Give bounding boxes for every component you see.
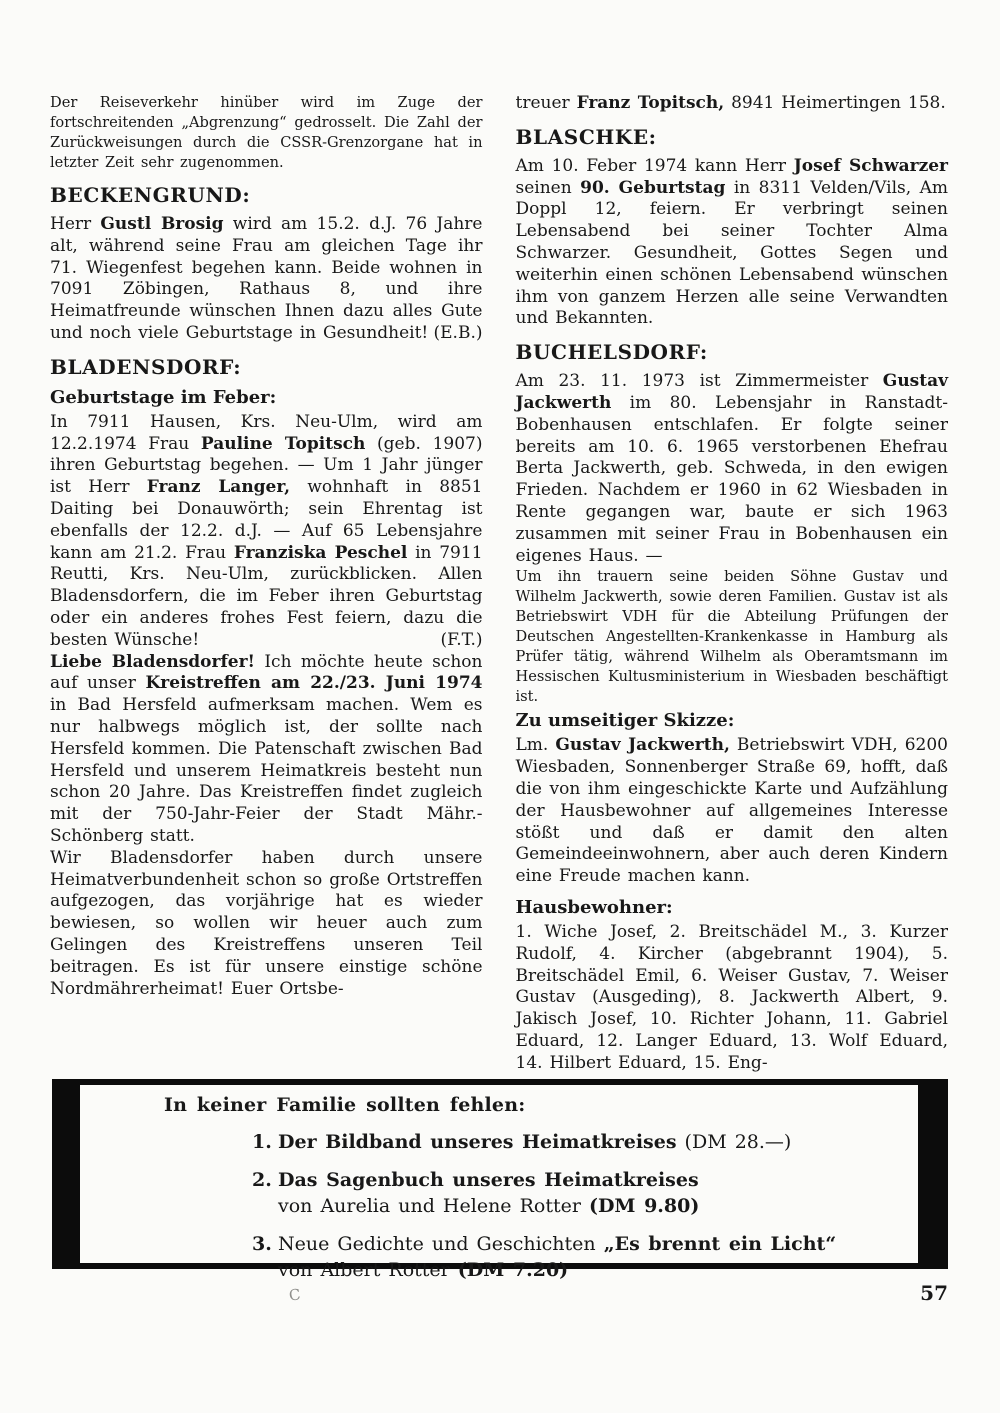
ad-item-1: [252, 1129, 904, 1155]
ad-item-3-number: 3.: [252, 1233, 272, 1255]
ad-title: In keiner Familie sollten fehlen:: [164, 1094, 526, 1116]
ad-item-list: [252, 1129, 904, 1283]
section-heading-blaschke: BLASCHKE:: [515, 124, 657, 149]
ad-item-3-line2: von Albert Rotter (DM 7.20): [278, 1259, 569, 1281]
text-columns: [50, 93, 948, 1075]
continuation-paragraph-right: treuer Franz Topitsch, 8941 Heimertingen 158.: [515, 93, 946, 113]
page-number: 57: [920, 1281, 948, 1305]
section-heading-bladensdorf: BLADENSDORF:: [50, 354, 242, 379]
left-column: [50, 93, 483, 1075]
ad-item-2-line2: von Aurelia und Helene Rotter (DM 9.80): [278, 1195, 700, 1217]
skizze-paragraph: Lm. Gustav Jackwerth, Betriebswirt VDH, 6200 Wiesbaden, Sonnenberger Straße 69, hofft, daß die von ihm eingeschickte Karte und Aufzählung der Hausbewohner auf allgemeines Interesse stößt und daß er damit den alten Gemeindeeinwohnern, aber auch deren Kindern eine Freude machen kann.: [515, 735, 948, 887]
hausbewohner-list: 1. Wiche Josef, 2. Breitschädel M., 3. Kurzer Rudolf, 4. Kircher (abgebrannt 1904), 5. Breitschädel Emil, 6. Weiser Gustav, 7. Weiser Gustav (Ausgeding), 8. Jackwerth Albert, 9. Jakisch Josef, 10. Richter Johann, 11. Gabriel Eduard, 12. Langer Eduard, 13. Wolf Eduard, 14. Hilbert Eduard, 15. Eng-: [515, 921, 948, 1073]
bladensdorf-paragraph: [50, 412, 483, 652]
bladensdorf-signature: (F.T.): [440, 629, 483, 650]
ad-item-3: [252, 1231, 904, 1283]
ad-item-2-line1: Das Sagenbuch unseres Heimatkreises: [278, 1169, 699, 1191]
blaschke-paragraph: Am 10. Feber 1974 kann Herr Josef Schwarzer seinen 90. Geburtstag in 8311 Velden/Vils, Am Doppl 12, feiern. Er verbringt seinen Lebensabend bei seiner Tochter Alma Schwarzer. Gesundheit, Gottes Segen und weiterhin einen schönen Lebensabend wünschen ihm von ganzem Herzen alle seine Verwandten und Bekannten.: [515, 155, 948, 329]
book-advertisement-box: [52, 1079, 948, 1281]
bladensdorf-body: In 7911 Hausen, Krs. Neu-Ulm, wird am 12.2.1974 Frau Pauline Topitsch (geb. 1907) ihren Geburtstag begehen. — Um 1 Jahr jünger ist Herr Franz Langer, wohnhaft in 8851 Daiting bei Donauwörth; sein Ehrentag ist ebenfalls der 12.2. d.J. — Auf 65 Lebensjahre kann am 21.2. Frau Franziska Peschel in 7911 Reutti, Krs. Neu-Ulm, zurückblicken. Allen Bladensdorfern, die im Feber ihren Geburtstag oder ein anderes frohes Fest feiern, dazu die besten Wünsche!: [50, 411, 483, 650]
section-heading-buchelsdorf: BUCHELSDORF:: [515, 340, 708, 365]
skizze-subheading: Zu umseitiger Skizze:: [515, 710, 735, 732]
ad-left-black-bar: [52, 1085, 80, 1263]
ad-item-2-number: 2.: [252, 1169, 272, 1191]
buchelsdorf-paragraph: Am 23. 11. 1973 ist Zimmermeister Gustav Jackwerth im 80. Lebensjahr in Ranstadt-Bobenhausen entschlafen. Er folgte seiner bereits am 10. 6. 1965 verstorbenen Ehefrau Berta Jackwerth, geb. Schweda, in den ewigen Frieden. Nachdem er 1960 in 62 Wiesbaden in Rente gegangen war, baute er sich 1963 zusammen mit seiner Frau in Bobenhausen ein eigenes Haus. —: [515, 371, 948, 566]
closing-paragraph: Wir Bladensdorfer haben durch unsere Heimatverbundenheit schon so große Ortstreffen aufgezogen, das vorjährige hat es wieder bewiesen, so wollen wir heuer auch zum Gelingen des Kreistreffens unseren Teil beitragen. Es ist für unsere einstige schöne Nordmährerheimat! Euer Ortsbe-: [50, 847, 483, 999]
ad-item-2: [252, 1167, 904, 1219]
obituary-small-text: Um ihn trauern seine beiden Söhne Gustav und Wilhelm Jackwerth, sowie deren Familien. Gustav ist als Betriebswirt VDH für die Abteilung Prüfungen der Deutschen Angestellten-Krankenkasse in Hamburg als Prüfer tätig, während Wilhelm als Oberamtsmann im Hessischen Kultusministerium in Wiesbaden beschäftigt ist.: [515, 568, 948, 706]
hausbewohner-subheading: Hausbewohner:: [515, 896, 673, 918]
right-column: [516, 93, 949, 1075]
bladensdorf-subheading: Geburtstage im Feber:: [50, 386, 277, 408]
ad-item-1-line1: Der Bildband unseres Heimatkreises (DM 28.—): [278, 1131, 792, 1153]
ad-item-3-line1: Neue Gedichte und Geschichten „Es brennt ein Licht“: [278, 1233, 837, 1255]
continuation-paragraph: Der Reiseverkehr hinüber wird im Zuge der fortschreitenden „Abgrenzung“ gedrosselt. Die Zahl der Zurückweisungen durch die CSSR-Grenzorgane hat in letzter Zeit sehr zugenommen.: [50, 94, 483, 171]
ad-item-1-number: 1.: [252, 1131, 272, 1153]
beckengrund-signature: (E.B.): [433, 322, 483, 343]
kreistreffen-paragraph: Liebe Bladensdorfer! Ich möchte heute schon auf unser Kreistreffen am 22./23. Juni 1974 in Bad Hersfeld aufmerksam machen. Wem es nur halbwegs möglich ist, der sollte nach Hersfeld kommen. Die Patenschaft zwischen Bad Hersfeld und unserem Heimatkreis besteht nun schon 20 Jahre. Das Kreistreffen findet zugleich mit der 750-Jahr-Feier der Stadt Mähr.-Schönberg statt.: [50, 651, 483, 846]
section-heading-beckengrund: BECKENGRUND:: [50, 183, 251, 207]
scan-artifact-mark: C: [287, 1285, 302, 1305]
ad-right-black-bar: [918, 1085, 948, 1263]
beckengrund-paragraph: [50, 214, 483, 345]
ad-content: [164, 1093, 904, 1283]
beckengrund-body: Herr Gustl Brosig wird am 15.2. d.J. 76 Jahre alt, während seine Frau am gleichen Tage ihr 71. Wiegenfest begehen kann. Beide wohnen in 7091 Zöbingen, Rathaus 8, und ihre Heimatfreunde wünschen Ihnen dazu alles Gute und noch viele Geburtstage in Gesundheit!: [50, 214, 483, 343]
